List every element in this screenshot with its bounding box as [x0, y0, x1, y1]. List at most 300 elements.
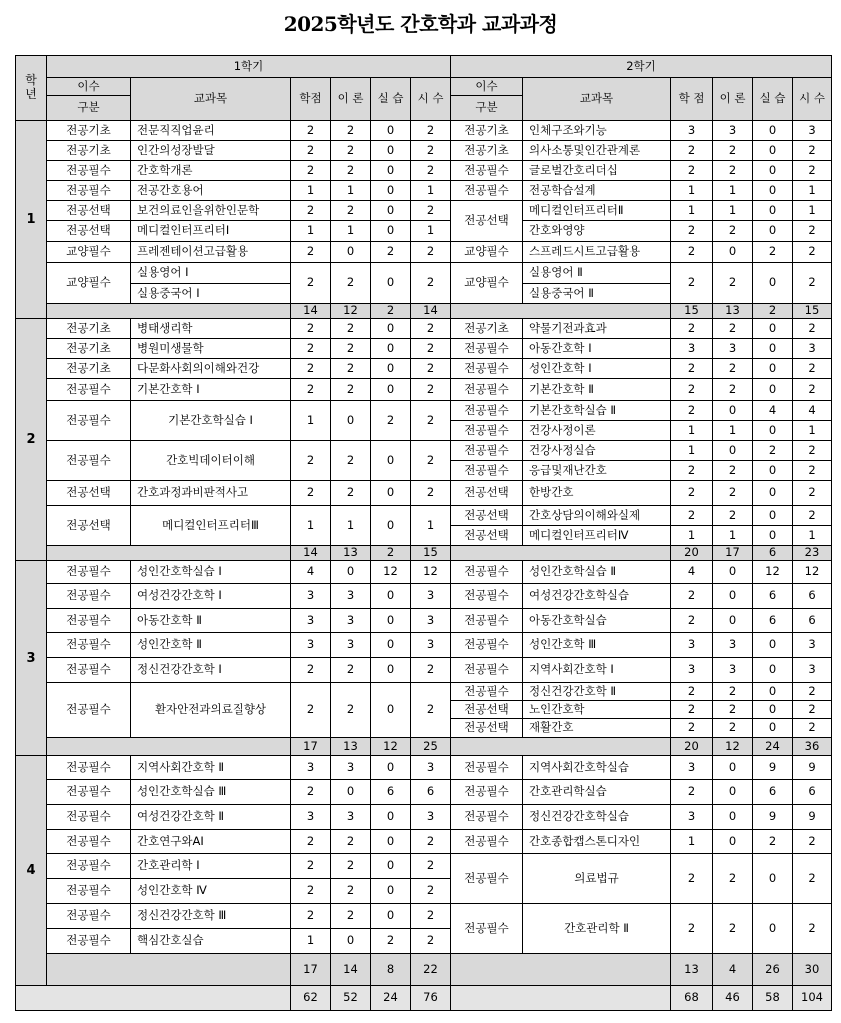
subtotal-label	[450, 953, 671, 986]
course-type: 전공필수	[450, 378, 523, 401]
course-type: 전공필수	[450, 440, 523, 461]
course-type: 전공필수	[450, 829, 523, 854]
course-theory: 3	[330, 608, 371, 633]
course-subject: 아동간호학 Ⅰ	[522, 338, 671, 359]
course-theory: 2	[330, 829, 371, 854]
course-credit: 3	[290, 608, 331, 633]
course-practice: 0	[752, 318, 793, 339]
course-theory: 2	[712, 718, 753, 738]
course-hours: 2	[792, 318, 832, 339]
course-subject: 의료법규	[522, 853, 671, 904]
subtotal-label	[450, 303, 671, 319]
grand-total-label	[15, 985, 291, 1011]
course-practice: 0	[370, 180, 411, 201]
course-credit: 2	[670, 140, 713, 161]
course-hours: 6	[410, 779, 451, 805]
course-type: 전공선택	[46, 220, 131, 242]
year-number: 2	[15, 318, 47, 561]
course-hours: 6	[792, 583, 832, 609]
subtotal-label	[46, 303, 291, 319]
course-type: 교양필수	[450, 262, 523, 304]
semester2-header: 2학기	[450, 55, 832, 78]
course-type: 전공선택	[450, 200, 523, 242]
course-practice: 0	[370, 378, 411, 401]
course-theory: 2	[712, 318, 753, 339]
course-theory: 2	[712, 682, 753, 701]
course-subject: 간호과정과비판적사고	[130, 480, 291, 506]
course-practice: 0	[752, 262, 793, 304]
course-credit: 2	[670, 505, 713, 526]
grand-total-practice: 24	[370, 985, 411, 1011]
course-hours: 1	[410, 180, 451, 201]
course-subject: 성인간호학실습 Ⅲ	[130, 779, 291, 805]
course-type: 전공필수	[450, 180, 523, 201]
course-credit: 1	[290, 928, 331, 954]
theory-header: 이 론	[330, 77, 371, 121]
course-theory: 2	[712, 140, 753, 161]
course-type: 전공기초	[46, 140, 131, 161]
course-subject: 핵심간호실습	[130, 928, 291, 954]
course-practice: 0	[752, 682, 793, 701]
course-type: 전공필수	[450, 682, 523, 701]
subtotal-label	[450, 737, 671, 756]
course-theory: 0	[330, 560, 371, 584]
course-hours: 2	[410, 378, 451, 401]
year-header	[15, 55, 47, 121]
course-subject: 기본간호학실습 Ⅱ	[522, 400, 671, 421]
subtotal-credit: 15	[670, 303, 713, 319]
grand-total-theory: 46	[712, 985, 753, 1011]
course-practice: 0	[752, 853, 793, 904]
course-theory: 0	[712, 583, 753, 609]
course-type: 전공필수	[46, 160, 131, 181]
subtotal-theory: 17	[712, 545, 753, 561]
course-practice: 0	[752, 903, 793, 954]
course-subject: 여성건강간호학실습	[522, 583, 671, 609]
course-subject: 건강사정이론	[522, 420, 671, 441]
course-subject: 전문직직업윤리	[130, 120, 291, 141]
course-type: 전공필수	[46, 878, 131, 904]
subtotal-label	[46, 953, 291, 986]
subtotal-hours: 15	[410, 545, 451, 561]
course-credit: 3	[670, 804, 713, 830]
course-practice: 4	[752, 400, 793, 421]
course-hours: 2	[792, 903, 832, 954]
subtotal-practice: 24	[752, 737, 793, 756]
course-hours: 2	[792, 829, 832, 854]
course-subject: 기본간호학 Ⅰ	[130, 378, 291, 401]
course-subject: 글로벌간호리더십	[522, 160, 671, 181]
course-type: 전공필수	[46, 853, 131, 879]
course-theory: 2	[712, 358, 753, 379]
course-theory: 2	[330, 878, 371, 904]
course-theory: 1	[330, 220, 371, 242]
subject-header: 교과목	[130, 77, 291, 121]
course-hours: 2	[792, 853, 832, 904]
course-theory: 2	[712, 160, 753, 181]
course-credit: 3	[290, 583, 331, 609]
course-hours: 2	[792, 480, 832, 506]
course-type: 전공기초	[46, 318, 131, 339]
course-type: 전공선택	[450, 505, 523, 526]
course-hours: 12	[410, 560, 451, 584]
course-credit: 2	[290, 200, 331, 221]
course-theory: 3	[712, 657, 753, 683]
course-type: 전공필수	[450, 608, 523, 633]
course-subject: 기본간호학 Ⅱ	[522, 378, 671, 401]
grand-total-hours: 104	[792, 985, 832, 1011]
course-theory: 2	[330, 140, 371, 161]
course-hours: 2	[410, 480, 451, 506]
course-practice: 6	[370, 779, 411, 805]
year-number: 4	[15, 755, 47, 986]
course-hours: 3	[792, 657, 832, 683]
course-type: 전공필수	[46, 378, 131, 401]
credit-header: 학점	[290, 77, 331, 121]
course-subject: 스프레드시트고급활용	[522, 241, 671, 263]
course-hours: 4	[792, 400, 832, 421]
course-theory: 3	[712, 120, 753, 141]
course-credit: 3	[670, 632, 713, 658]
course-hours: 2	[410, 160, 451, 181]
theory-header: 이 론	[712, 77, 753, 121]
subtotal-hours: 22	[410, 953, 451, 986]
course-type: 교양필수	[450, 241, 523, 263]
subtotal-practice: 2	[752, 303, 793, 319]
course-credit: 1	[290, 505, 331, 546]
subject-header: 교과목	[522, 77, 671, 121]
course-practice: 2	[752, 440, 793, 461]
course-type: 전공필수	[450, 420, 523, 441]
course-practice: 0	[370, 338, 411, 359]
course-type: 전공필수	[46, 804, 131, 830]
credit-header: 학 점	[670, 77, 713, 121]
course-hours: 2	[792, 460, 832, 481]
course-practice: 0	[370, 262, 411, 304]
grand-total-credit: 62	[290, 985, 331, 1011]
course-credit: 1	[290, 180, 331, 201]
course-hours: 3	[792, 632, 832, 658]
course-theory: 2	[330, 318, 371, 339]
course-practice: 0	[752, 632, 793, 658]
course-credit: 2	[670, 853, 713, 904]
course-practice: 0	[370, 480, 411, 506]
subtotal-theory: 12	[712, 737, 753, 756]
course-hours: 6	[792, 608, 832, 633]
course-credit: 2	[670, 318, 713, 339]
course-subject: 메디컬인터프리터Ⅳ	[522, 525, 671, 546]
subtotal-hours: 25	[410, 737, 451, 756]
course-credit: 2	[290, 903, 331, 929]
course-credit: 2	[670, 262, 713, 304]
course-theory: 3	[330, 755, 371, 780]
course-type: 전공필수	[46, 583, 131, 609]
hours-header: 시 수	[410, 77, 451, 121]
course-hours: 3	[410, 583, 451, 609]
course-subject: 재활간호	[522, 718, 671, 738]
course-hours: 2	[792, 358, 832, 379]
course-hours: 2	[410, 120, 451, 141]
course-credit: 4	[670, 560, 713, 584]
course-type: 전공선택	[46, 505, 131, 546]
course-type: 전공필수	[46, 400, 131, 441]
course-practice: 0	[370, 583, 411, 609]
course-practice: 0	[752, 718, 793, 738]
subtotal-credit: 17	[290, 737, 331, 756]
course-practice: 0	[752, 657, 793, 683]
course-type: 전공기초	[46, 358, 131, 379]
course-hours: 2	[792, 160, 832, 181]
course-practice: 0	[752, 700, 793, 719]
course-hours: 2	[410, 829, 451, 854]
grand-total-theory: 52	[330, 985, 371, 1011]
course-type: 전공필수	[450, 853, 523, 904]
course-theory: 2	[330, 200, 371, 221]
course-theory: 3	[712, 338, 753, 359]
course-practice: 0	[752, 378, 793, 401]
course-theory: 2	[330, 338, 371, 359]
course-subject: 실용중국어 Ⅰ	[130, 283, 291, 304]
subtotal-hours: 14	[410, 303, 451, 319]
course-credit: 2	[290, 140, 331, 161]
course-subject: 간호종합캡스톤디자인	[522, 829, 671, 854]
course-type: 전공필수	[46, 779, 131, 805]
subtotal-credit: 20	[670, 545, 713, 561]
course-practice: 0	[370, 140, 411, 161]
course-type: 전공필수	[450, 804, 523, 830]
course-theory: 3	[330, 583, 371, 609]
course-theory: 2	[712, 480, 753, 506]
grand-total-credit: 68	[670, 985, 713, 1011]
course-subject: 메디컬인터프리터Ⅱ	[522, 200, 671, 221]
course-credit: 2	[290, 262, 331, 304]
course-subject: 의사소통및인간관계론	[522, 140, 671, 161]
course-theory: 2	[330, 358, 371, 379]
course-credit: 2	[290, 241, 331, 263]
course-credit: 3	[290, 632, 331, 658]
course-theory: 0	[712, 560, 753, 584]
course-credit: 2	[670, 903, 713, 954]
course-type: 전공필수	[450, 160, 523, 181]
course-type: 전공필수	[46, 755, 131, 780]
course-credit: 3	[670, 338, 713, 359]
course-theory: 0	[330, 400, 371, 441]
course-hours: 9	[792, 755, 832, 780]
course-theory: 2	[330, 440, 371, 481]
course-theory: 2	[330, 682, 371, 738]
course-theory: 0	[712, 241, 753, 263]
course-hours: 2	[410, 853, 451, 879]
course-subject: 정신건강간호학실습	[522, 804, 671, 830]
course-practice: 0	[370, 829, 411, 854]
subtotal-credit: 14	[290, 545, 331, 561]
course-practice: 0	[752, 480, 793, 506]
course-practice: 9	[752, 755, 793, 780]
course-credit: 1	[670, 180, 713, 201]
course-practice: 0	[752, 200, 793, 221]
course-type: 전공기초	[450, 140, 523, 161]
course-hours: 2	[792, 505, 832, 526]
course-type: 전공기초	[46, 338, 131, 359]
course-practice: 0	[752, 460, 793, 481]
course-type: 전공선택	[46, 200, 131, 221]
course-subject: 환자안전과의료질향상	[130, 682, 291, 738]
course-subject: 지역사회간호학 Ⅱ	[130, 755, 291, 780]
course-type: 전공필수	[450, 358, 523, 379]
subtotal-practice: 2	[370, 303, 411, 319]
course-theory: 2	[712, 505, 753, 526]
course-practice: 0	[752, 160, 793, 181]
course-hours: 3	[410, 632, 451, 658]
year-number: 3	[15, 560, 47, 756]
course-practice: 0	[370, 755, 411, 780]
course-practice: 2	[370, 241, 411, 263]
grand-total-hours: 76	[410, 985, 451, 1011]
course-subject: 간호와영양	[522, 220, 671, 242]
course-subject: 보건의료인을위한인문학	[130, 200, 291, 221]
course-hours: 3	[792, 338, 832, 359]
course-subject: 메디컬인터프리터Ⅲ	[130, 505, 291, 546]
course-theory: 1	[712, 420, 753, 441]
course-practice: 0	[370, 200, 411, 221]
course-practice: 0	[752, 140, 793, 161]
course-type: 전공필수	[46, 829, 131, 854]
course-hours: 3	[410, 804, 451, 830]
course-credit: 2	[290, 318, 331, 339]
course-credit: 4	[290, 560, 331, 584]
course-practice: 12	[752, 560, 793, 584]
course-hours: 2	[410, 878, 451, 904]
subtotal-practice: 8	[370, 953, 411, 986]
course-subject: 성인간호학실습 Ⅱ	[522, 560, 671, 584]
course-hours: 6	[792, 779, 832, 805]
course-type: 전공필수	[450, 657, 523, 683]
course-hours: 2	[792, 241, 832, 263]
course-credit: 2	[670, 160, 713, 181]
course-type: 전공필수	[450, 903, 523, 954]
course-type: 전공필수	[46, 928, 131, 954]
hours-header: 시 수	[792, 77, 832, 121]
course-type: 전공선택	[46, 480, 131, 506]
subtotal-hours: 15	[792, 303, 832, 319]
course-hours: 2	[792, 378, 832, 401]
practice-header: 실 습	[370, 77, 411, 121]
course-credit: 2	[670, 460, 713, 481]
course-subject: 인체구조와기능	[522, 120, 671, 141]
course-theory: 2	[712, 220, 753, 242]
course-theory: 2	[712, 853, 753, 904]
course-credit: 1	[670, 829, 713, 854]
course-practice: 0	[752, 358, 793, 379]
course-hours: 2	[410, 928, 451, 954]
course-hours: 2	[792, 262, 832, 304]
course-credit: 2	[290, 657, 331, 683]
course-subject: 성인간호학실습 Ⅰ	[130, 560, 291, 584]
course-theory: 2	[330, 378, 371, 401]
course-type: 전공필수	[46, 682, 131, 738]
course-credit: 2	[670, 718, 713, 738]
course-type: 전공필수	[450, 755, 523, 780]
course-subject: 한방간호	[522, 480, 671, 506]
course-subject: 전공간호용어	[130, 180, 291, 201]
year-header-2: 년	[25, 87, 37, 101]
course-subject: 여성건강간호학 Ⅰ	[130, 583, 291, 609]
course-subject: 간호관리학 Ⅰ	[130, 853, 291, 879]
course-hours: 3	[792, 120, 832, 141]
course-credit: 2	[670, 241, 713, 263]
course-theory: 0	[712, 829, 753, 854]
course-subject: 간호관리학 Ⅱ	[522, 903, 671, 954]
course-subject: 성인간호학 Ⅳ	[130, 878, 291, 904]
course-subject: 인간의성장발달	[130, 140, 291, 161]
isu-header: 이수	[46, 77, 131, 96]
course-credit: 3	[290, 755, 331, 780]
course-practice: 0	[752, 525, 793, 546]
course-theory: 2	[330, 903, 371, 929]
subtotal-practice: 2	[370, 545, 411, 561]
course-theory: 2	[712, 903, 753, 954]
course-practice: 0	[370, 160, 411, 181]
course-subject: 건강사정실습	[522, 440, 671, 461]
course-credit: 2	[290, 779, 331, 805]
course-theory: 0	[712, 400, 753, 421]
course-type: 전공선택	[450, 480, 523, 506]
year-number: 1	[15, 120, 47, 319]
course-hours: 2	[792, 140, 832, 161]
course-theory: 3	[330, 804, 371, 830]
course-practice: 0	[370, 853, 411, 879]
course-theory: 2	[330, 480, 371, 506]
course-hours: 2	[792, 220, 832, 242]
course-theory: 3	[712, 632, 753, 658]
course-subject: 간호빅데이터이해	[130, 440, 291, 481]
course-hours: 1	[792, 180, 832, 201]
course-theory: 0	[330, 928, 371, 954]
year-header-1: 학	[25, 73, 37, 88]
course-practice: 0	[752, 338, 793, 359]
course-type: 전공기초	[450, 120, 523, 141]
course-type: 교양필수	[46, 241, 131, 263]
course-type: 전공필수	[450, 400, 523, 421]
course-hours: 2	[792, 440, 832, 461]
subtotal-theory: 4	[712, 953, 753, 986]
course-practice: 0	[752, 120, 793, 141]
course-subject: 프레젠테이션고급활용	[130, 241, 291, 263]
course-subject: 다문화사회의이해와건강	[130, 358, 291, 379]
gubun-header: 구분	[450, 95, 523, 121]
course-credit: 3	[670, 755, 713, 780]
course-practice: 6	[752, 608, 793, 633]
course-credit: 3	[670, 120, 713, 141]
subtotal-theory: 13	[330, 737, 371, 756]
course-type: 교양필수	[46, 262, 131, 304]
course-theory: 1	[330, 180, 371, 201]
course-subject: 간호학개론	[130, 160, 291, 181]
course-hours: 9	[792, 804, 832, 830]
course-type: 전공필수	[46, 903, 131, 929]
course-hours: 2	[410, 440, 451, 481]
course-practice: 0	[370, 632, 411, 658]
course-subject: 기본간호학실습 Ⅰ	[130, 400, 291, 441]
course-subject: 정신건강간호학 Ⅰ	[130, 657, 291, 683]
course-subject: 응급및재난간호	[522, 460, 671, 481]
semester1-header: 1학기	[46, 55, 451, 78]
course-subject: 실용중국어 Ⅱ	[522, 283, 671, 304]
page-title: 2025학년도 간호학과 교과과정	[283, 12, 558, 36]
course-credit: 2	[670, 358, 713, 379]
subtotal-theory: 12	[330, 303, 371, 319]
course-subject: 간호연구와AI	[130, 829, 291, 854]
